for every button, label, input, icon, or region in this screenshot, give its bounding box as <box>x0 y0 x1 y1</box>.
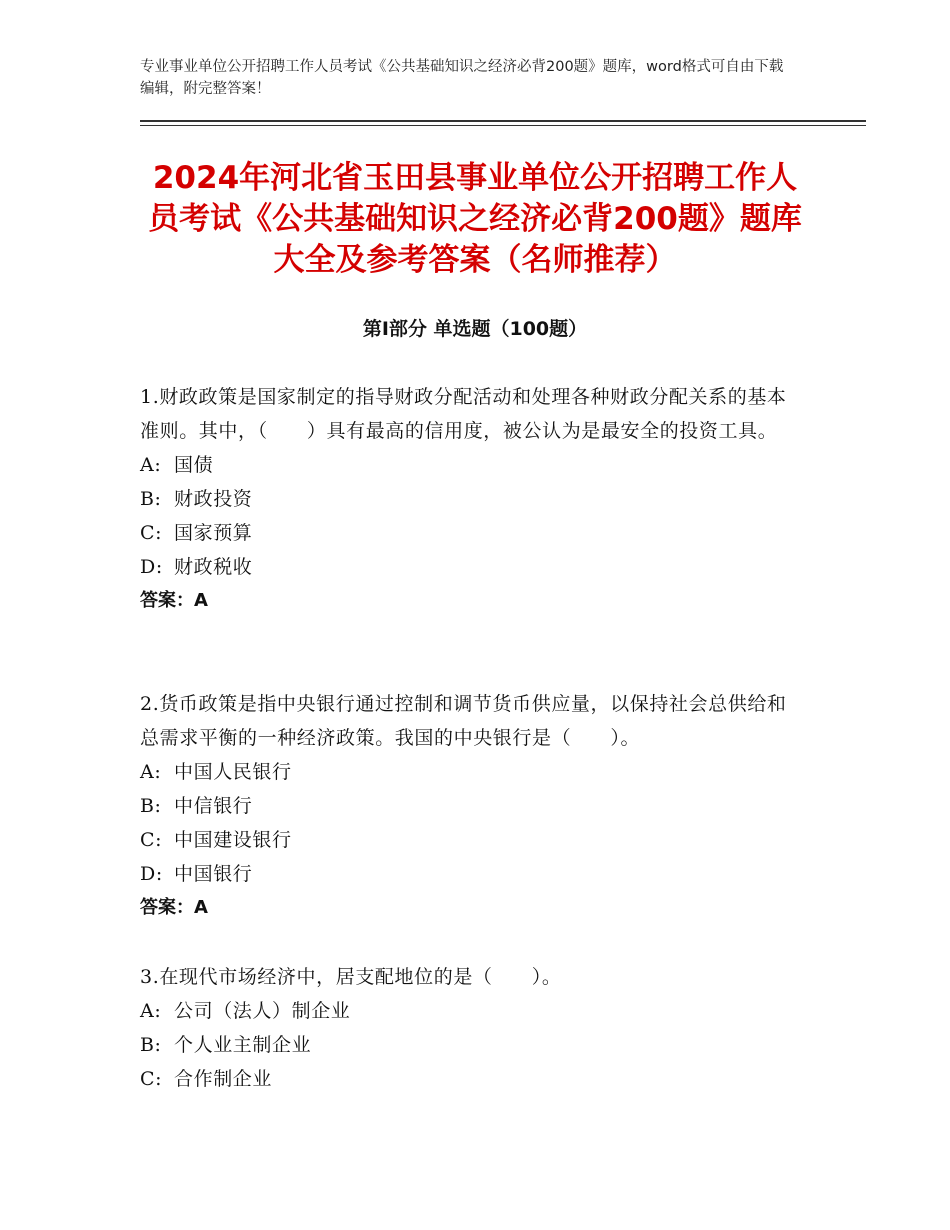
option-b <box>140 1028 800 1062</box>
option-c <box>140 516 800 550</box>
option-text: 中信银行 <box>174 795 253 817</box>
option-text: 中国银行 <box>174 863 253 885</box>
option-text: 国家预算 <box>174 522 253 544</box>
option-letter: A: <box>140 454 162 476</box>
answer: 答案：A <box>140 590 208 611</box>
header-rule-thick <box>140 120 866 122</box>
header-note: 专业事业单位公开招聘工作人员考试《公共基础知识之经济必背200题》题库，word格式可自由下载编辑，附完整答案！ <box>140 59 784 97</box>
option-letter: A: <box>140 1000 162 1022</box>
question-stem: 2.货币政策是指中央银行通过控制和调节货币供应量，以保持社会总供给和总需求平衡的一种经济政策。我国的中央银行是（ ）。 <box>140 693 787 749</box>
option-text: 中国建设银行 <box>174 829 292 851</box>
option-text: 中国人民银行 <box>174 761 292 783</box>
option-c <box>140 823 800 857</box>
option-a <box>140 755 800 789</box>
question-3 <box>140 960 800 1096</box>
section-heading: 第Ⅰ部分 单选题（100题） <box>362 318 588 340</box>
option-text: 个人业主制企业 <box>174 1034 312 1056</box>
option-letter: D: <box>140 863 163 885</box>
option-letter: C: <box>140 522 163 544</box>
option-letter: B: <box>140 488 162 510</box>
option-b <box>140 789 800 823</box>
option-text: 国债 <box>174 454 214 476</box>
option-letter: C: <box>140 829 163 851</box>
option-letter: A: <box>140 761 162 783</box>
question-1 <box>140 380 800 618</box>
question-stem: 3.在现代市场经济中，居支配地位的是（ ）。 <box>140 966 562 988</box>
answer: 答案：A <box>140 897 208 918</box>
option-text: 财政投资 <box>174 488 253 510</box>
option-letter: D: <box>140 556 163 578</box>
option-d <box>140 550 800 584</box>
header-rule-thin <box>140 125 866 126</box>
document-title: 2024年河北省玉田县事业单位公开招聘工作人员考试《公共基础知识之经济必背200题》题库大全及参考答案（名师推荐） <box>148 160 802 278</box>
option-c <box>140 1062 800 1096</box>
option-text: 财政税收 <box>174 556 253 578</box>
option-letter: C: <box>140 1068 163 1090</box>
option-a <box>140 994 800 1028</box>
question-2 <box>140 687 800 925</box>
option-letter: B: <box>140 1034 162 1056</box>
option-text: 公司（法人）制企业 <box>174 1000 351 1022</box>
question-stem: 1.财政政策是国家制定的指导财政分配活动和处理各种财政分配关系的基本准则。其中，（ ）具有最高的信用度，被公认为是最安全的投资工具。 <box>140 386 787 442</box>
option-letter: B: <box>140 795 162 817</box>
option-b <box>140 482 800 516</box>
option-d <box>140 857 800 891</box>
option-a <box>140 448 800 482</box>
option-text: 合作制企业 <box>174 1068 273 1090</box>
